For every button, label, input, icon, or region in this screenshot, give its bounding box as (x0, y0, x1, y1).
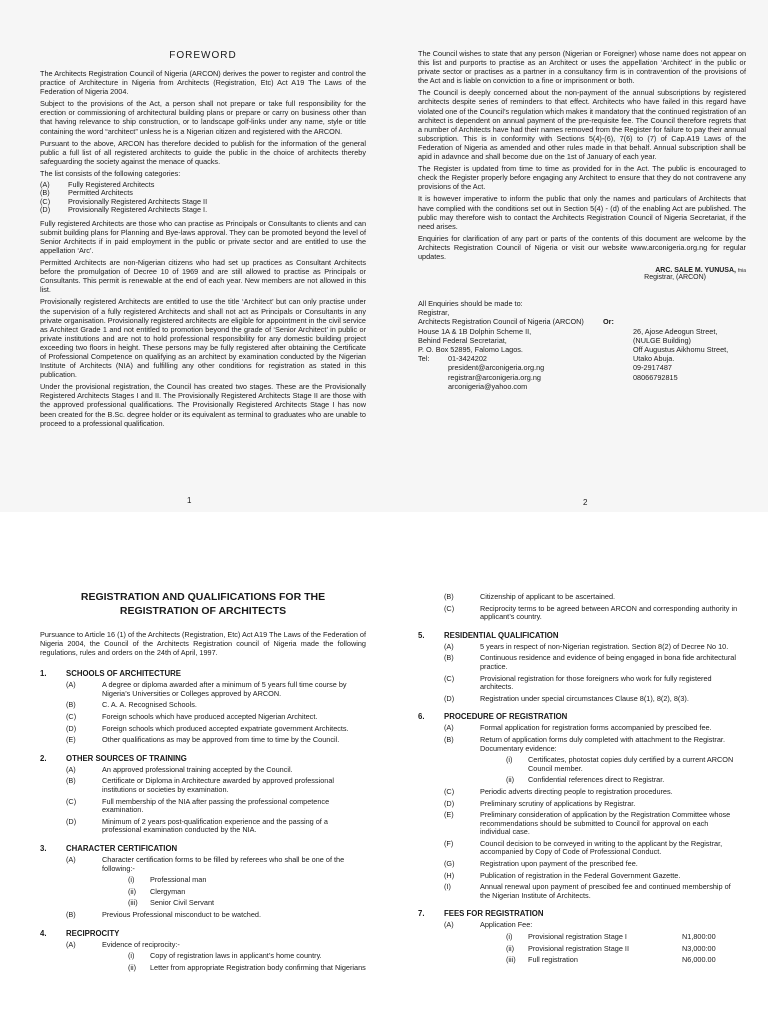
sub-text: Confidential references direct to Registrar. (528, 775, 665, 785)
item-text: Foreign schools which produced accepted expatriate government Architects. (102, 723, 349, 733)
item-key: (A) (66, 680, 76, 690)
section-item (40, 701, 366, 710)
item-text: Previous Professional misconduct to be watched. (102, 909, 261, 919)
address-row (418, 363, 746, 372)
category-text: Provisionally Registered Architects Stage II (68, 196, 208, 206)
signatory-title: Registrar, (ARCON) (644, 274, 706, 282)
notice-paragraph: Enquiries for clarification of any part or parts of the contents of this document are welcome by the Architects Registration Council of Nigeria or visit our website www.arconigeria.org.ng for regular updates. (418, 233, 746, 261)
address-left: Registrar, (418, 308, 450, 318)
registration-title-line: REGISTRATION AND QUALIFICATIONS FOR THE (80, 591, 326, 603)
item-text: Periodic adverts directing people to registration procedures. (480, 786, 673, 796)
section-title: CHARACTER CERTIFICATION (66, 844, 178, 853)
section-item (40, 798, 366, 815)
section-number: 4. (40, 928, 47, 938)
address-or: Or: (603, 317, 614, 327)
address-intro: All Enquiries should be made to: (418, 299, 523, 309)
sub-key: (ii) (506, 775, 515, 785)
notice-paragraph: The Council is deeply concerned about the non-payment of the annual subscriptions by registered architects despite series of reminders to that effect. Architects who have failed in this regard have violated one of the Council’s regulation which makes it mandatory that the continued registration of an architect is dependent on annual payment of the pre-requisite fee. The Council therefore regrets that a number of Architects have had their names removed from the Register for failure to pay their annual subscription. This is in conformity with Sections 5(4)-(6), 7(6) to (7) of Cap.A19 Laws of the Federation of Nigeria as amended and other rules made in that behalf. Annual subscription shall be apid in adavnce and shall become due on the 1st of January of each year. (418, 88, 747, 162)
contact-left: registrar@arconigeria.org.ng (448, 372, 541, 382)
address-left: Architects Registration Council of Nigeria (ARCON) (418, 317, 584, 327)
sub-item (418, 776, 740, 785)
section-item (418, 788, 740, 797)
sub-item (40, 888, 366, 897)
registration-title (40, 590, 366, 618)
sub-text: Senior Civil Servant (150, 898, 215, 908)
item-key: (D) (66, 816, 77, 826)
item-key: (B) (444, 734, 454, 744)
item-text: C. A. A. Recognised Schools. (102, 700, 197, 710)
item-text: Full membership of the NIA after passing the professional competence examination. (102, 796, 330, 815)
section-heading (40, 669, 366, 678)
sub-text: Professional man (150, 875, 207, 885)
section-title: PROCEDURE OF REGISTRATION (444, 712, 568, 722)
item-key: (A) (444, 920, 454, 930)
address-block (418, 299, 746, 391)
foreword-paragraph: The list consists of the following categories: (40, 168, 181, 178)
category-item (40, 206, 366, 214)
item-text: Character certification forms to be filled by referees who shall be one of the following:- (102, 855, 345, 873)
item-key: (C) (444, 603, 455, 613)
address-left: House 1A & 1B Dolphin Scheme II, (418, 326, 532, 336)
address-left: Behind Federal Secretariat, (418, 335, 507, 345)
item-key: (F) (444, 838, 454, 848)
section-item (40, 736, 366, 745)
section-number: 7. (418, 909, 425, 919)
fee-amount: N1,800:00 (682, 932, 716, 942)
sub-item (40, 876, 366, 885)
item-text: Return of application forms duly completed with attachment to the Registrar. Documentary evidence: (480, 734, 725, 753)
category-text: Provisionally Registered Architects Stage I. (68, 205, 208, 215)
section-item (40, 911, 366, 920)
section-heading (418, 909, 740, 918)
address-row (418, 382, 746, 391)
sub-text: Clergyman (150, 886, 186, 896)
section-number: 5. (418, 630, 425, 640)
fee-label: Provisional registration Stage II (528, 943, 629, 953)
section-item (40, 681, 366, 698)
item-key: (C) (66, 712, 77, 722)
sub-key: (ii) (128, 886, 137, 896)
item-key: (E) (66, 735, 76, 745)
section-item (418, 593, 740, 602)
contact-right: 09-2917487 (633, 363, 672, 373)
item-key: (C) (444, 673, 455, 683)
item-text: Minimum of 2 years post-qualification experience and the passing of a professional examination conducted by the NIA. (102, 816, 328, 835)
item-text: Reciprocity terms to be agreed between ARCON and corresponding authority in applicant’s country. (480, 603, 738, 622)
category-list (40, 181, 366, 215)
fee-label: Provisional registration Stage I (528, 932, 627, 942)
section-heading (418, 712, 740, 721)
section-item (40, 818, 366, 835)
fee-amount: N3,000:00 (682, 943, 716, 953)
page-foreword (0, 0, 384, 512)
item-text: Provisional registration for those foreigners who work for fully registered architects. (480, 673, 712, 692)
item-key: (B) (66, 700, 76, 710)
foreword-paragraph: Under the provisional registration, the Council has created two stages. These are the Provisionally Registered Architects Stages I and II. The Provisionally Registered Architects Stage II are those with the approved professional qualifications. The Provisionally Registered Architects Stage I has now been created for the B.Sc. degree holder or its equivalent as terminal to graduates who are unable to proceed to a professional qualification. (40, 382, 366, 428)
item-text: Foreign schools which have produced accepted Nigerian Architect. (102, 712, 318, 722)
address-row (418, 354, 746, 363)
item-key: (A) (66, 939, 76, 949)
item-text: Annual renewal upon payment of prescibed fee and continued membership of the Nigerian Institute of Architects. (480, 882, 731, 900)
item-text: Continuous residence and evidence of being engaged in bona fide architectural practice. (480, 653, 736, 671)
sub-item (40, 899, 366, 908)
item-key: (A) (444, 641, 454, 651)
page-notice (384, 0, 768, 512)
item-key: (A) (444, 723, 454, 733)
section-item (40, 856, 366, 873)
item-text: Other qualifications as may be approved from time to time by the Council. (102, 735, 340, 745)
category-key: (C) (40, 196, 51, 206)
section-item (40, 725, 366, 734)
section-item (418, 736, 740, 753)
item-text: Certificate or Diploma in Architecture awarded by approved professional institutions or societies by examination. (102, 776, 334, 795)
section-number: 6. (418, 712, 425, 722)
address-row (418, 327, 746, 336)
address-right: 26, Ajose Adeogun Street, (633, 326, 718, 336)
section-item (418, 811, 740, 837)
item-key: (C) (444, 786, 455, 796)
section-title: RECIPROCITY (66, 928, 120, 938)
section-item (40, 766, 366, 775)
sub-key: (i) (506, 755, 513, 765)
item-text: Registration upon payment of the prescribed fee. (480, 859, 638, 869)
tel-label: Tel: (418, 354, 430, 364)
page-procedures (384, 512, 768, 1024)
sub-text: Copy of registration laws in applicant’s home country. (150, 951, 322, 961)
signatory-suffix: fnia (737, 268, 746, 275)
foreword-paragraph: Fully registered Architects are those who can practise as Principals or Consultants to clients and can submit building plans for Planning and Bye-laws approval. They can be promoted beyond the level of Senior Architects if in paid employment in the public or private sector and are entitled to use the appellation ‘Arc’. (40, 218, 366, 255)
section-item (418, 840, 740, 857)
category-key: (B) (40, 188, 50, 198)
address-right: (NULGE Building) (633, 335, 691, 345)
sub-item (40, 952, 366, 961)
sub-item (40, 964, 366, 973)
contact-left: arconigeria@yahoo.com (448, 381, 528, 391)
section-heading (418, 631, 740, 640)
page-number: 2 (583, 498, 588, 507)
contact-right: Utako Abuja. (633, 354, 675, 364)
item-key: (D) (444, 798, 455, 808)
item-key: (D) (66, 723, 77, 733)
foreword-paragraph: Provisionally registered Architects are entitled to use the title ‘Architect’ but can only practise under the supervision of a fully registered Architects and shall not act as Principals or Consultants in any private organisation. Provisionally registered architects are eligible for appointment in the civil service as Architect Grade 1 and not entitled to promotion beyond the grade of ‘Senior Architect’ in public or private institutions and are not to hold professional responsibility for any domestic building project exceeding two floors in height. These persons may be fully registered after obtaining the Certificate of Professional Competence on qualifying as an architect by examination conducted by the Nigerian Institute of Architects (NIA) and fulfilling any other conditions for registration as stated in this publication. (40, 297, 366, 380)
sub-text: Certificates, photostat copies duly certified by a current ARCON Council member. (528, 755, 734, 773)
section-item (418, 724, 740, 733)
fee-row (418, 945, 740, 954)
contact-right: 08066792815 (633, 372, 678, 382)
section-item (418, 643, 740, 652)
sub-item (418, 756, 740, 773)
section-item (418, 605, 740, 622)
item-text: Evidence of reciprocity:- (102, 939, 180, 949)
category-key: (D) (40, 205, 51, 215)
item-key: (B) (444, 592, 454, 601)
section-number: 2. (40, 753, 47, 763)
item-text: Registration under special circumstances Clause 8(1), 8(2), 8(3). (480, 693, 689, 703)
section-item (418, 654, 740, 671)
item-key: (B) (66, 909, 76, 919)
foreword-paragraph: Subject to the provisions of the Act, a person shall not prepare or take full responsibility for the erection or commissioning of architectural building plans or prepare or carry on business other than that having relevance to ship construction, or to landscape golf-links under any name, style or title containing the word “architect” unless he is a Nigerian citizen and registered with the ARCON. (40, 99, 366, 136)
foreword-title: FOREWORD (169, 50, 237, 61)
section-item (418, 675, 740, 692)
category-key: (A) (40, 180, 50, 190)
sub-key: (i) (128, 875, 135, 885)
item-key: (B) (66, 776, 76, 786)
section-item (40, 941, 366, 950)
fee-key: (ii) (506, 943, 515, 953)
section-title: SCHOOLS OF ARCHITECTURE (66, 669, 181, 679)
section-heading (40, 929, 366, 938)
sub-key: (i) (128, 951, 135, 961)
item-text: Preliminary consideration of application by the Registration Committee whose recommendations should be submitted to Council for approval on each individual case. (480, 810, 731, 837)
item-text: A degree or diploma awarded after a minimum of 5 years full time course by Nigeria’s Universities or Colleges approved by ARCON. (102, 680, 347, 698)
section-number: 3. (40, 844, 47, 853)
fee-key: (i) (506, 932, 513, 942)
notice-paragraph: It is however imperative to inform the public that only the names and particulars of Architects that have complied with the conditions set out in Section 5(4) - (d) of the enabling Act are published. The public may therefore wish to contact the Architects Registration Council of Nigeria Secretariat, if the need arises. (418, 194, 746, 231)
notice-paragraph: The Council wishes to state that any person (Nigerian or Foreigner) whose name does not appear on this list and purports to practise as an Architect or uses the appellation ‘Architect’ in the public or private sector or practises as a partner in a consultancy firm is in contravention of the provisions of the Act and is liable on conviction to a fine or imprisonment or both. (418, 49, 746, 86)
section-item (418, 921, 740, 930)
sub-text: Letter from appropriate Registration body confirming that Nigerians (150, 962, 366, 972)
address-row (418, 345, 746, 354)
address-right: Off Augustus Aikhomu Street, (633, 345, 729, 355)
sub-key: (ii) (128, 962, 137, 972)
section-title: FEES FOR REGISTRATION (444, 909, 544, 919)
item-text: Preliminary scrutiny of applications by Registrar. (480, 798, 636, 808)
fee-amount: N6,000.00 (682, 955, 716, 965)
item-text: Council decision to be conveyed in writing to the applicant by the Registrar, accompanied by Copy of Code of Professional Conduct. (480, 838, 723, 857)
section-item (418, 883, 740, 900)
registration-intro: Pursuance to Article 16 (1) of the Architects (Registration, Etc) Act A19 The Laws of the Federation of Nigeria 2004, the Council of the Architects Registration council of Nigeria made the following regulations, rules and orders on the 24th of April, 1997. (40, 630, 366, 658)
address-left: P. O. Box 52895, Falomo Lagos. (418, 345, 523, 355)
address-row (418, 317, 746, 326)
section-heading (40, 754, 366, 763)
section-item (418, 800, 740, 809)
registration-title-line: REGISTRATION OF ARCHITECTS (119, 605, 287, 617)
foreword-paragraph: Permitted Architects are non-Nigerian citizens who had set up practices as Consultant Architects before the promulgation of Decree 10 of 1969 and are still allowed to practise as Principals or Consultants. This permit is renewable at the end of each year. New members are not allowed in this list. (40, 258, 366, 295)
address-row (418, 308, 746, 317)
section-title: RESIDENTIAL QUALIFICATION (444, 630, 559, 640)
address-row (418, 336, 746, 345)
section-item (418, 872, 740, 881)
foreword-paragraph: Pursuant to the above, ARCON has therefore decided to publish for the information of the general public a full list of all registered architects to guide the public in the choice of architects thereby safeguarding the society against the menace of quacks. (40, 138, 366, 166)
item-key: (E) (444, 810, 454, 820)
category-text: Permitted Architects (68, 188, 133, 198)
section-item (418, 695, 740, 704)
item-text: Formal application for registration forms accompanied by prescibed fee. (480, 723, 712, 733)
section-heading (40, 844, 366, 853)
section-title: OTHER SOURCES OF TRAINING (66, 753, 187, 763)
fee-key: (iii) (506, 955, 516, 965)
section-item (40, 713, 366, 722)
item-key: (G) (444, 859, 455, 869)
item-text: 5 years in respect of non-Nigerian registration. Section 8(2) of Decree No 10. (480, 641, 729, 651)
notice-paragraph: The Register is updated from time to time as provided for in the Act. The public is encouraged to check the Register properly before engaging any Architect to ensure that they do not contravene any provisions of the Act. (418, 164, 746, 192)
contact-left: 01-3424202 (448, 354, 487, 364)
page-number: 1 (187, 496, 192, 505)
category-text: Fully Registered Architects (68, 180, 155, 190)
item-key: (A) (66, 764, 76, 774)
section-item (40, 777, 366, 794)
page-registration (0, 512, 384, 1024)
fee-row (418, 933, 740, 942)
signatory (418, 267, 746, 274)
section-item (418, 860, 740, 869)
item-key: (H) (444, 870, 455, 880)
item-key: (C) (66, 796, 77, 806)
item-key: (D) (444, 693, 455, 703)
address-row (418, 373, 746, 382)
fee-label: Full registration (528, 955, 578, 965)
section-number: 1. (40, 669, 47, 679)
contact-left: president@arconigeria.org.ng (448, 363, 545, 373)
sub-key: (iii) (128, 898, 138, 908)
fee-row (418, 956, 740, 965)
signatory-name: ARC. SALE M. YUNUSA, (655, 267, 736, 275)
item-text: Publication of registration in the Federal Government Gazette. (480, 870, 681, 880)
item-text: Application Fee: (480, 920, 533, 930)
item-key: (B) (444, 653, 454, 663)
item-text: An approved professional training accepted by the Council. (102, 764, 293, 774)
foreword-paragraph: The Architects Registration Council of Nigeria (ARCON) derives the power to register and control the practice of Architecture in Nigeria from Architects (Registration, Etc) Act A19 The Laws of the Federation of Nigeria 2004. (40, 69, 366, 97)
item-key: (A) (66, 855, 76, 864)
item-key: (I) (444, 882, 451, 892)
item-text: Citizenship of applicant to be ascertained. (480, 592, 616, 601)
